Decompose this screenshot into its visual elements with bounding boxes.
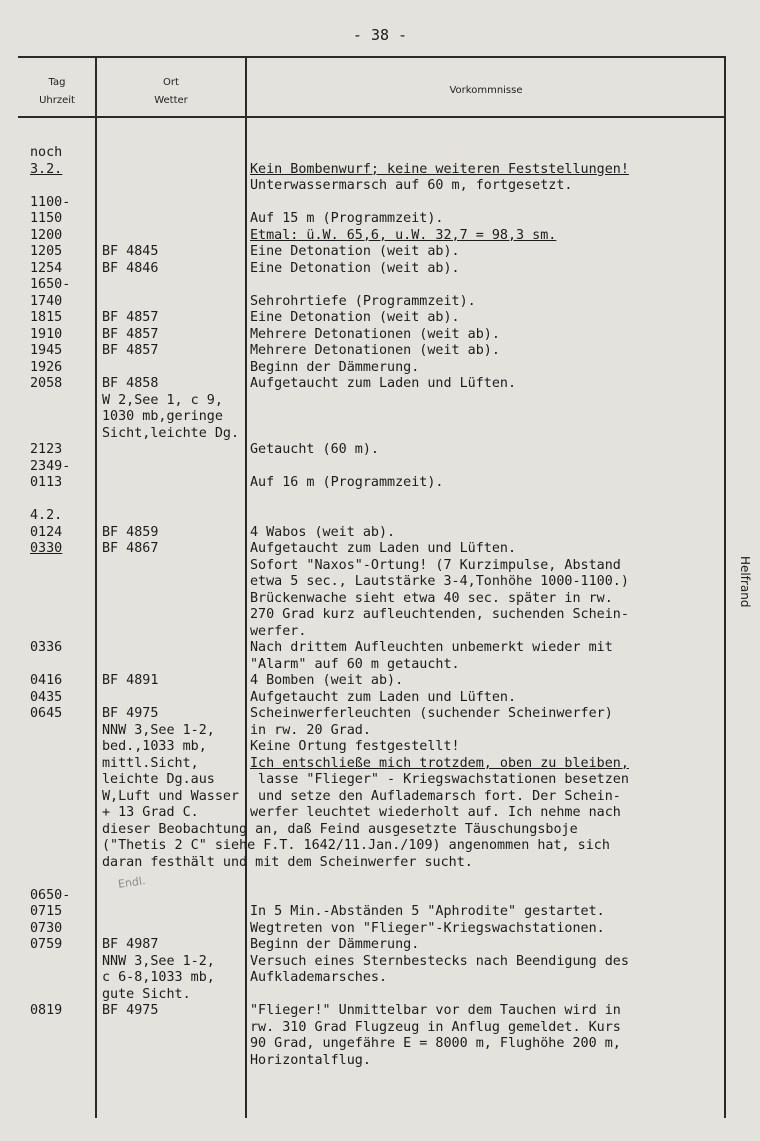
place-weather-cell: BF 4845	[102, 244, 159, 259]
event-cell: 4 Bomben (weit ab).	[250, 673, 404, 688]
time-cell: 1926	[30, 359, 63, 375]
place-weather-cell: BF 4891	[102, 673, 159, 688]
place-weather-cell: BF 4987	[102, 937, 159, 952]
place-weather-cell: BF 4857	[102, 343, 159, 358]
time-cell: 1150	[30, 211, 63, 226]
event-cell: und setze den Auflademarsch fort. Der Schein-	[250, 788, 621, 804]
place-weather-cell: + 13 Grad C.	[102, 805, 199, 820]
place-weather-cell: BF 4975	[102, 706, 159, 721]
time-cell: 0645	[30, 706, 63, 721]
time-cell: 1100-	[30, 194, 71, 210]
event-cell: In 5 Min.-Abständen 5 "Aphrodite" gestartet.	[250, 904, 605, 919]
event-cell: Eine Detonation (weit ab).	[250, 260, 460, 276]
place-weather-cell: BF 4857	[102, 326, 159, 342]
time-cell: 0113	[30, 475, 63, 490]
event-cell: Aufgetaucht zum Laden und Lüften.	[250, 541, 517, 556]
place-weather-cell: leichte Dg.aus	[102, 772, 215, 787]
event-cell: Sofort "Naxos"-Ortung! (7 Kurzimpulse, Abstand	[250, 557, 621, 573]
event-cell: Eine Detonation (weit ab).	[250, 310, 460, 325]
event-cell: Horizontalflug.	[250, 1052, 371, 1068]
time-cell: 0435	[30, 689, 63, 705]
event-cell: werfer.	[250, 623, 307, 639]
event-cell: Versuch eines Sternbestecks nach Beendigung des	[250, 953, 629, 969]
header-tag: Tag	[48, 77, 66, 88]
event-cell: Etmal: ü.W. 65,6, u.W. 32,7 = 98,3 sm.	[250, 227, 557, 243]
header-date-time	[20, 74, 94, 110]
place-weather-cell: mittl.Sicht,	[102, 755, 199, 771]
time-cell: 1815	[30, 310, 63, 325]
event-cell: Getaucht (60 m).	[250, 442, 379, 457]
place-weather-cell: bed.,1033 mb,	[102, 739, 207, 754]
time-cell: 1910	[30, 326, 63, 342]
place-weather-cell: 1030 mb,geringe	[102, 409, 223, 424]
place-weather-cell: BF 4867	[102, 541, 159, 556]
time-cell: 1650-	[30, 277, 71, 292]
event-cell: Wegtreten von "Flieger"-Kriegswachstationen.	[250, 920, 605, 936]
event-cell: Auf 16 m (Programmzeit).	[250, 475, 444, 490]
event-cell: 270 Grad kurz aufleuchtenden, suchenden Schein-	[250, 607, 629, 622]
right-border	[724, 58, 726, 1118]
event-cell: Mehrere Detonationen (weit ab).	[250, 326, 500, 342]
column-divider-1	[95, 58, 97, 1118]
event-cell: werfer leuchtet wiederholt auf. Ich nehme nach	[250, 805, 621, 820]
time-cell: 1945	[30, 343, 63, 358]
place-weather-cell: daran festhält und mit dem Scheinwerfer sucht.	[102, 854, 473, 870]
page-number: - 38 -	[352, 26, 408, 44]
event-cell: Sehrohrtiefe (Programmzeit).	[250, 293, 476, 309]
column-divider-2	[245, 58, 247, 1118]
place-weather-cell: c 6-8,1033 mb,	[102, 970, 215, 985]
time-cell: 3.2.	[30, 161, 63, 177]
place-weather-cell: Sicht,leichte Dg.	[102, 425, 240, 441]
event-cell: Beginn der Dämmerung.	[250, 937, 420, 952]
event-cell: "Alarm" auf 60 m getaucht.	[250, 656, 460, 672]
time-cell: 2349-	[30, 458, 71, 474]
event-cell: Aufgetaucht zum Laden und Lüften.	[250, 689, 517, 705]
event-cell: Mehrere Detonationen (weit ab).	[250, 343, 500, 358]
header-events: Vorkommnisse	[449, 85, 523, 96]
event-cell: rw. 310 Grad Flugzeug in Anflug gemeldet. Kurs	[250, 1019, 621, 1035]
time-cell: 1205	[30, 244, 63, 259]
event-cell: Aufgetaucht zum Laden und Lüften.	[250, 376, 517, 391]
place-weather-cell: gute Sicht.	[102, 986, 191, 1002]
place-weather-cell: dieser Beobachtung an, daß Feind ausgesetzte Täuschungsboje	[102, 821, 578, 837]
top-rule	[18, 56, 726, 58]
pencil-mark: Endl.	[117, 874, 147, 891]
event-cell: Ich entschließe mich trotzdem, oben zu bleiben,	[250, 755, 629, 771]
place-weather-cell: NNW 3,See 1-2,	[102, 953, 215, 969]
event-cell: Brückenwache sieht etwa 40 sec. später in rw.	[250, 590, 613, 606]
margin-note: Helfrand	[738, 556, 752, 608]
time-cell: 0759	[30, 937, 63, 952]
time-cell: 0336	[30, 640, 63, 655]
place-weather-cell: W 2,See 1, c 9,	[102, 392, 223, 408]
time-cell: 0730	[30, 920, 63, 936]
time-cell: 4.2.	[30, 508, 63, 523]
place-weather-cell: BF 4857	[102, 310, 159, 325]
place-weather-cell: NNW 3,See 1-2,	[102, 722, 215, 738]
event-cell: Unterwassermarsch auf 60 m, fortgesetzt.	[250, 178, 573, 193]
header-uhrzeit: Uhrzeit	[39, 95, 75, 106]
time-cell: 0819	[30, 1003, 63, 1018]
time-cell: 2058	[30, 376, 63, 391]
header-wetter: Wetter	[154, 95, 188, 106]
time-cell: 1200	[30, 227, 63, 243]
event-cell: Scheinwerferleuchten (suchender Scheinwerfer)	[250, 706, 613, 721]
time-cell: 0416	[30, 673, 63, 688]
place-weather-cell: BF 4858	[102, 376, 159, 391]
time-cell: 1740	[30, 293, 63, 309]
header-ort: Ort	[163, 77, 179, 88]
event-cell: Kein Bombenwurf; keine weiteren Feststellungen!	[250, 161, 629, 177]
event-cell: Nach drittem Aufleuchten unbemerkt wieder mit	[250, 640, 613, 655]
time-cell: 1254	[30, 260, 63, 276]
place-weather-cell: BF 4846	[102, 260, 159, 276]
event-cell: 90 Grad, ungefähre E = 8000 m, Flughöhe 200 m,	[250, 1036, 621, 1051]
event-cell: 4 Wabos (weit ab).	[250, 524, 396, 540]
header-place-weather	[98, 74, 244, 110]
time-cell: 0124	[30, 524, 63, 540]
time-cell: 0650-	[30, 887, 71, 903]
event-cell: in rw. 20 Grad.	[250, 722, 371, 738]
event-cell: Auf 15 m (Programmzeit).	[250, 211, 444, 226]
time-cell: 0715	[30, 904, 63, 919]
header-rule	[18, 116, 726, 118]
time-cell: noch	[30, 145, 63, 160]
event-cell: Keine Ortung festgestellt!	[250, 739, 460, 754]
event-cell: Beginn der Dämmerung.	[250, 359, 420, 375]
place-weather-cell: BF 4859	[102, 524, 159, 540]
place-weather-cell: W,Luft und Wasser	[102, 788, 240, 804]
place-weather-cell: ("Thetis 2 C" siehe F.T. 1642/11.Jan./109) angenommen hat, sich	[102, 838, 610, 853]
event-cell: "Flieger!" Unmittelbar vor dem Tauchen wird in	[250, 1003, 621, 1018]
event-cell: Aufklademarsches.	[250, 970, 388, 985]
event-cell: etwa 5 sec., Lautstärke 3-4,Tonhöhe 1000-1100.)	[250, 574, 629, 589]
time-cell: 0330	[30, 541, 63, 556]
place-weather-cell: BF 4975	[102, 1003, 159, 1018]
event-cell: lasse "Flieger" - Kriegswachstationen besetzen	[250, 772, 629, 787]
time-cell: 2123	[30, 442, 63, 457]
event-cell: Eine Detonation (weit ab).	[250, 244, 460, 259]
